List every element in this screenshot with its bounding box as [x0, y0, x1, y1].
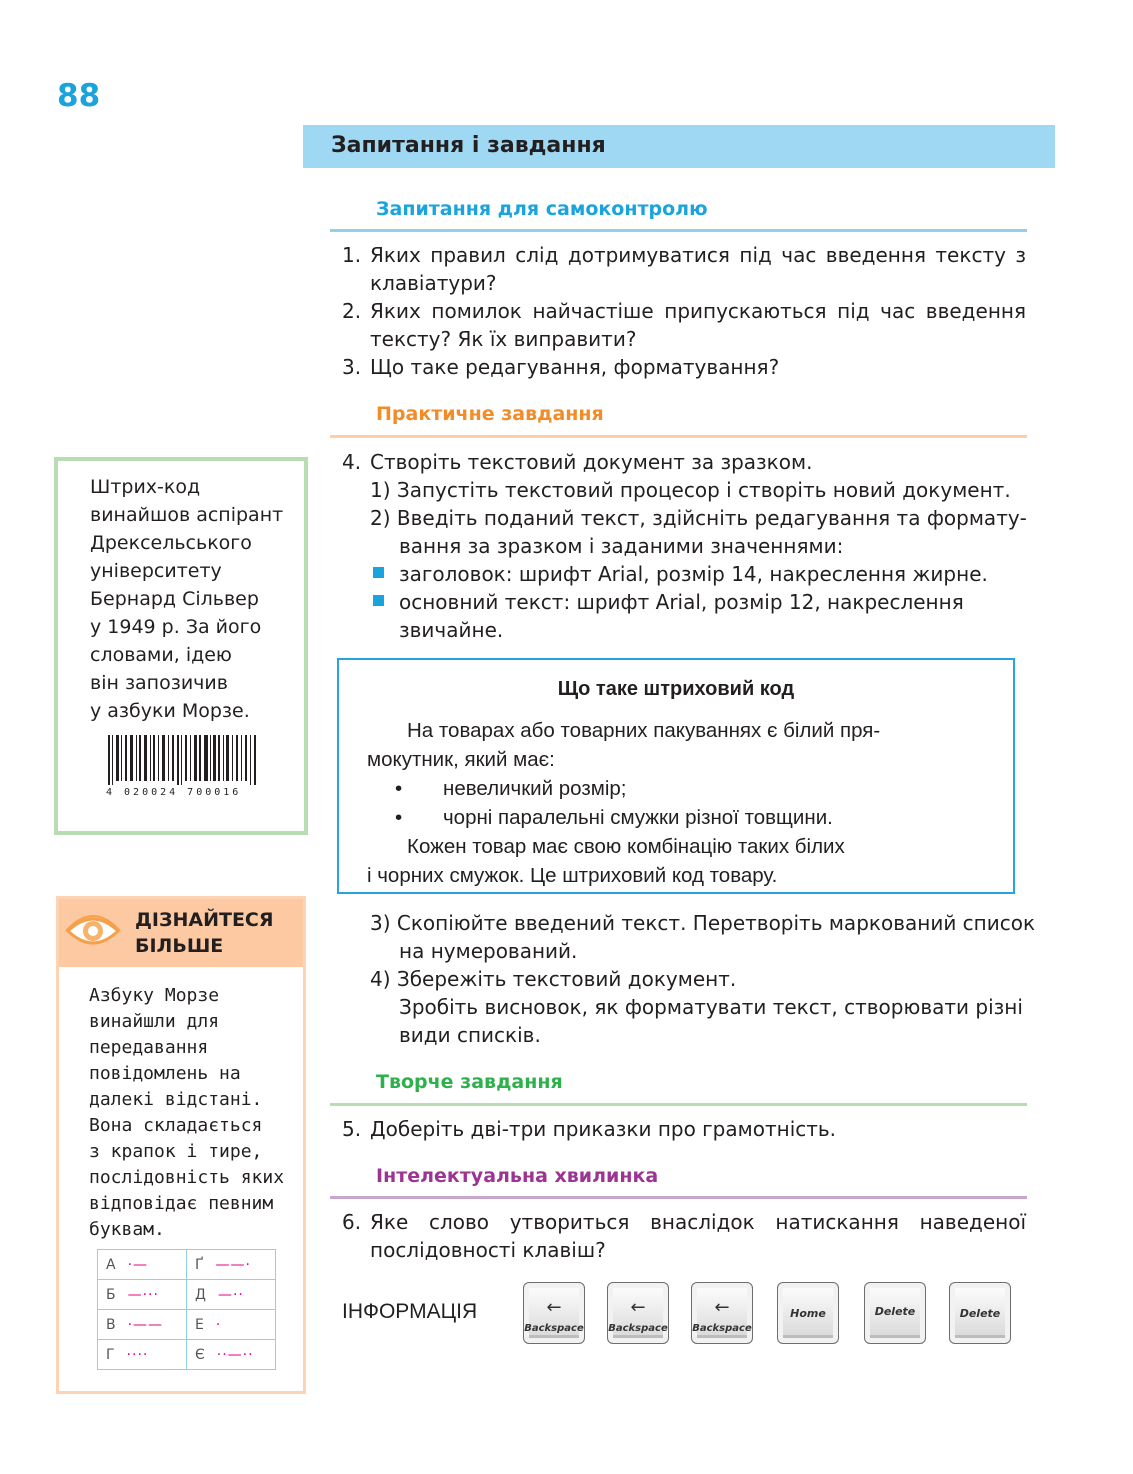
sample-line-4: і чорних смужок. Це штриховий код товару. — [367, 864, 778, 887]
barcode-info-box — [54, 457, 308, 835]
table-row: Б —··· Д —·· — [98, 1280, 276, 1310]
task-4-bullet-1: заголовок: шрифт Arial, розмір 14, накреслення жирне. — [399, 562, 988, 586]
table-row: Г ···· Є ··—·· — [98, 1340, 276, 1370]
bullet-square-icon — [373, 567, 384, 578]
task-4-bullet-2: основний текст: шрифт Arial, розмір 12, накреслення — [399, 590, 964, 614]
task-4-conclusion: Зробіть висновок, як форматувати текст, створювати різні — [399, 995, 1023, 1019]
barcode-info-text: Штрих-код винайшов аспірант Дрексельського університету Бернард Сільвер у 1949 р. За його словами, ідею він запозичив у азбуки Морзе. — [90, 476, 284, 722]
table-row: В ·—— Е · — [98, 1310, 276, 1340]
self-control-heading: Запитання для самоконтролю — [376, 198, 708, 220]
task-4-step-3: 3) Скопіюйте введений текст. Перетворіть маркований список — [370, 911, 1036, 935]
bullet-square-icon — [373, 595, 384, 606]
table-row: А ·— Ґ ——· — [98, 1250, 276, 1280]
eye-icon — [65, 911, 121, 951]
backspace-key: ← Backspace — [523, 1282, 585, 1344]
practical-heading: Практичне завдання — [376, 403, 604, 425]
task-4-step-4: 4) Збережіть текстовий документ. — [370, 967, 737, 991]
task-4-num: 4. — [342, 450, 362, 474]
delete-key: Delete — [949, 1282, 1011, 1344]
sample-line-2: мокутник, який має: — [367, 748, 555, 771]
sample-bullet-dot: • — [395, 806, 403, 829]
sample-line-3: Кожен товар має свою комбінацію таких білих — [407, 835, 845, 858]
section-title: Запитання і завдання — [331, 133, 606, 158]
sample-bullet-1: невеличкий розмір; — [443, 777, 627, 800]
sample-bullet-dot: • — [395, 777, 403, 800]
learn-more-box — [56, 896, 306, 1394]
delete-key: Delete — [864, 1282, 926, 1344]
task-5-num: 5. — [342, 1117, 362, 1141]
section-title-bar — [303, 125, 1055, 168]
self-control-divider — [330, 229, 1027, 232]
question-6: 6. Яке слово утвориться внаслідок натискання наведеної послідовності клавіш? — [342, 1210, 1026, 1262]
backspace-key: ← Backspace — [691, 1282, 753, 1344]
home-key: Home — [777, 1282, 839, 1344]
arrow-left-icon: ← — [630, 1297, 646, 1318]
question-1: 1. Яких правил слід дотримуватися під час введення тексту з клавіатури? — [342, 243, 1026, 295]
question-2: 2. Яких помилок найчастіше припускаються під час введення тексту? Як їх виправити? — [342, 299, 1026, 351]
page-number: 88 — [57, 78, 101, 114]
sample-line-1: На товарах або товарних пакуваннях є білий пря- — [407, 719, 881, 742]
learn-more-header — [59, 899, 303, 967]
backspace-key: ← Backspace — [607, 1282, 669, 1344]
creative-heading: Творче завдання — [376, 1071, 563, 1093]
morse-table — [97, 1249, 276, 1370]
barcode-icon — [106, 735, 266, 797]
learn-more-heading-2: БІЛЬШЕ — [135, 935, 224, 957]
task-5-text: Доберіть дві-три приказки про грамотність. — [370, 1117, 837, 1141]
sample-bullet-2: чорні паралельні смужки різної товщини. — [443, 806, 833, 829]
sample-title: Що таке штриховий код — [557, 678, 795, 700]
arrow-left-icon: ← — [546, 1297, 562, 1318]
task-4-step-2: 2) Введіть поданий текст, здійсніть редагування та формату- — [370, 506, 1027, 530]
intellectual-divider — [330, 1196, 1027, 1199]
intellectual-heading: Інтелектуальна хвилинка — [376, 1165, 659, 1187]
learn-more-heading-1: ДІЗНАЙТЕСЯ — [135, 909, 274, 931]
creative-divider — [330, 1103, 1027, 1106]
practical-divider — [330, 435, 1027, 438]
task-4-step-3-cont: на нумерований. — [399, 939, 578, 963]
task-4-text: Створіть текстовий документ за зразком. — [370, 450, 813, 474]
learn-more-text: Азбуку Морзе винайшли для передавання повідомлень на далекі відстані. Вона складається з крапок і тире, послідовність яких відповідає певним буквам. — [89, 985, 285, 1240]
arrow-left-icon: ← — [714, 1297, 730, 1318]
task-4-bullet-2-cont: звичайне. — [399, 618, 504, 642]
keyboard-word: ІНФОРМАЦІЯ — [342, 1300, 478, 1323]
task-4-step-2-cont: вання за зразком і заданими значеннями: — [399, 534, 844, 558]
question-3: 3. Що таке редагування, форматування? — [342, 355, 780, 379]
barcode-digits: 4 020024 700016 — [106, 787, 242, 797]
sample-document — [337, 658, 1015, 894]
task-4-step-1: 1) Запустіть текстовий процесор і створіть новий документ. — [370, 478, 1011, 502]
task-4-conclusion-cont: види списків. — [399, 1023, 541, 1047]
